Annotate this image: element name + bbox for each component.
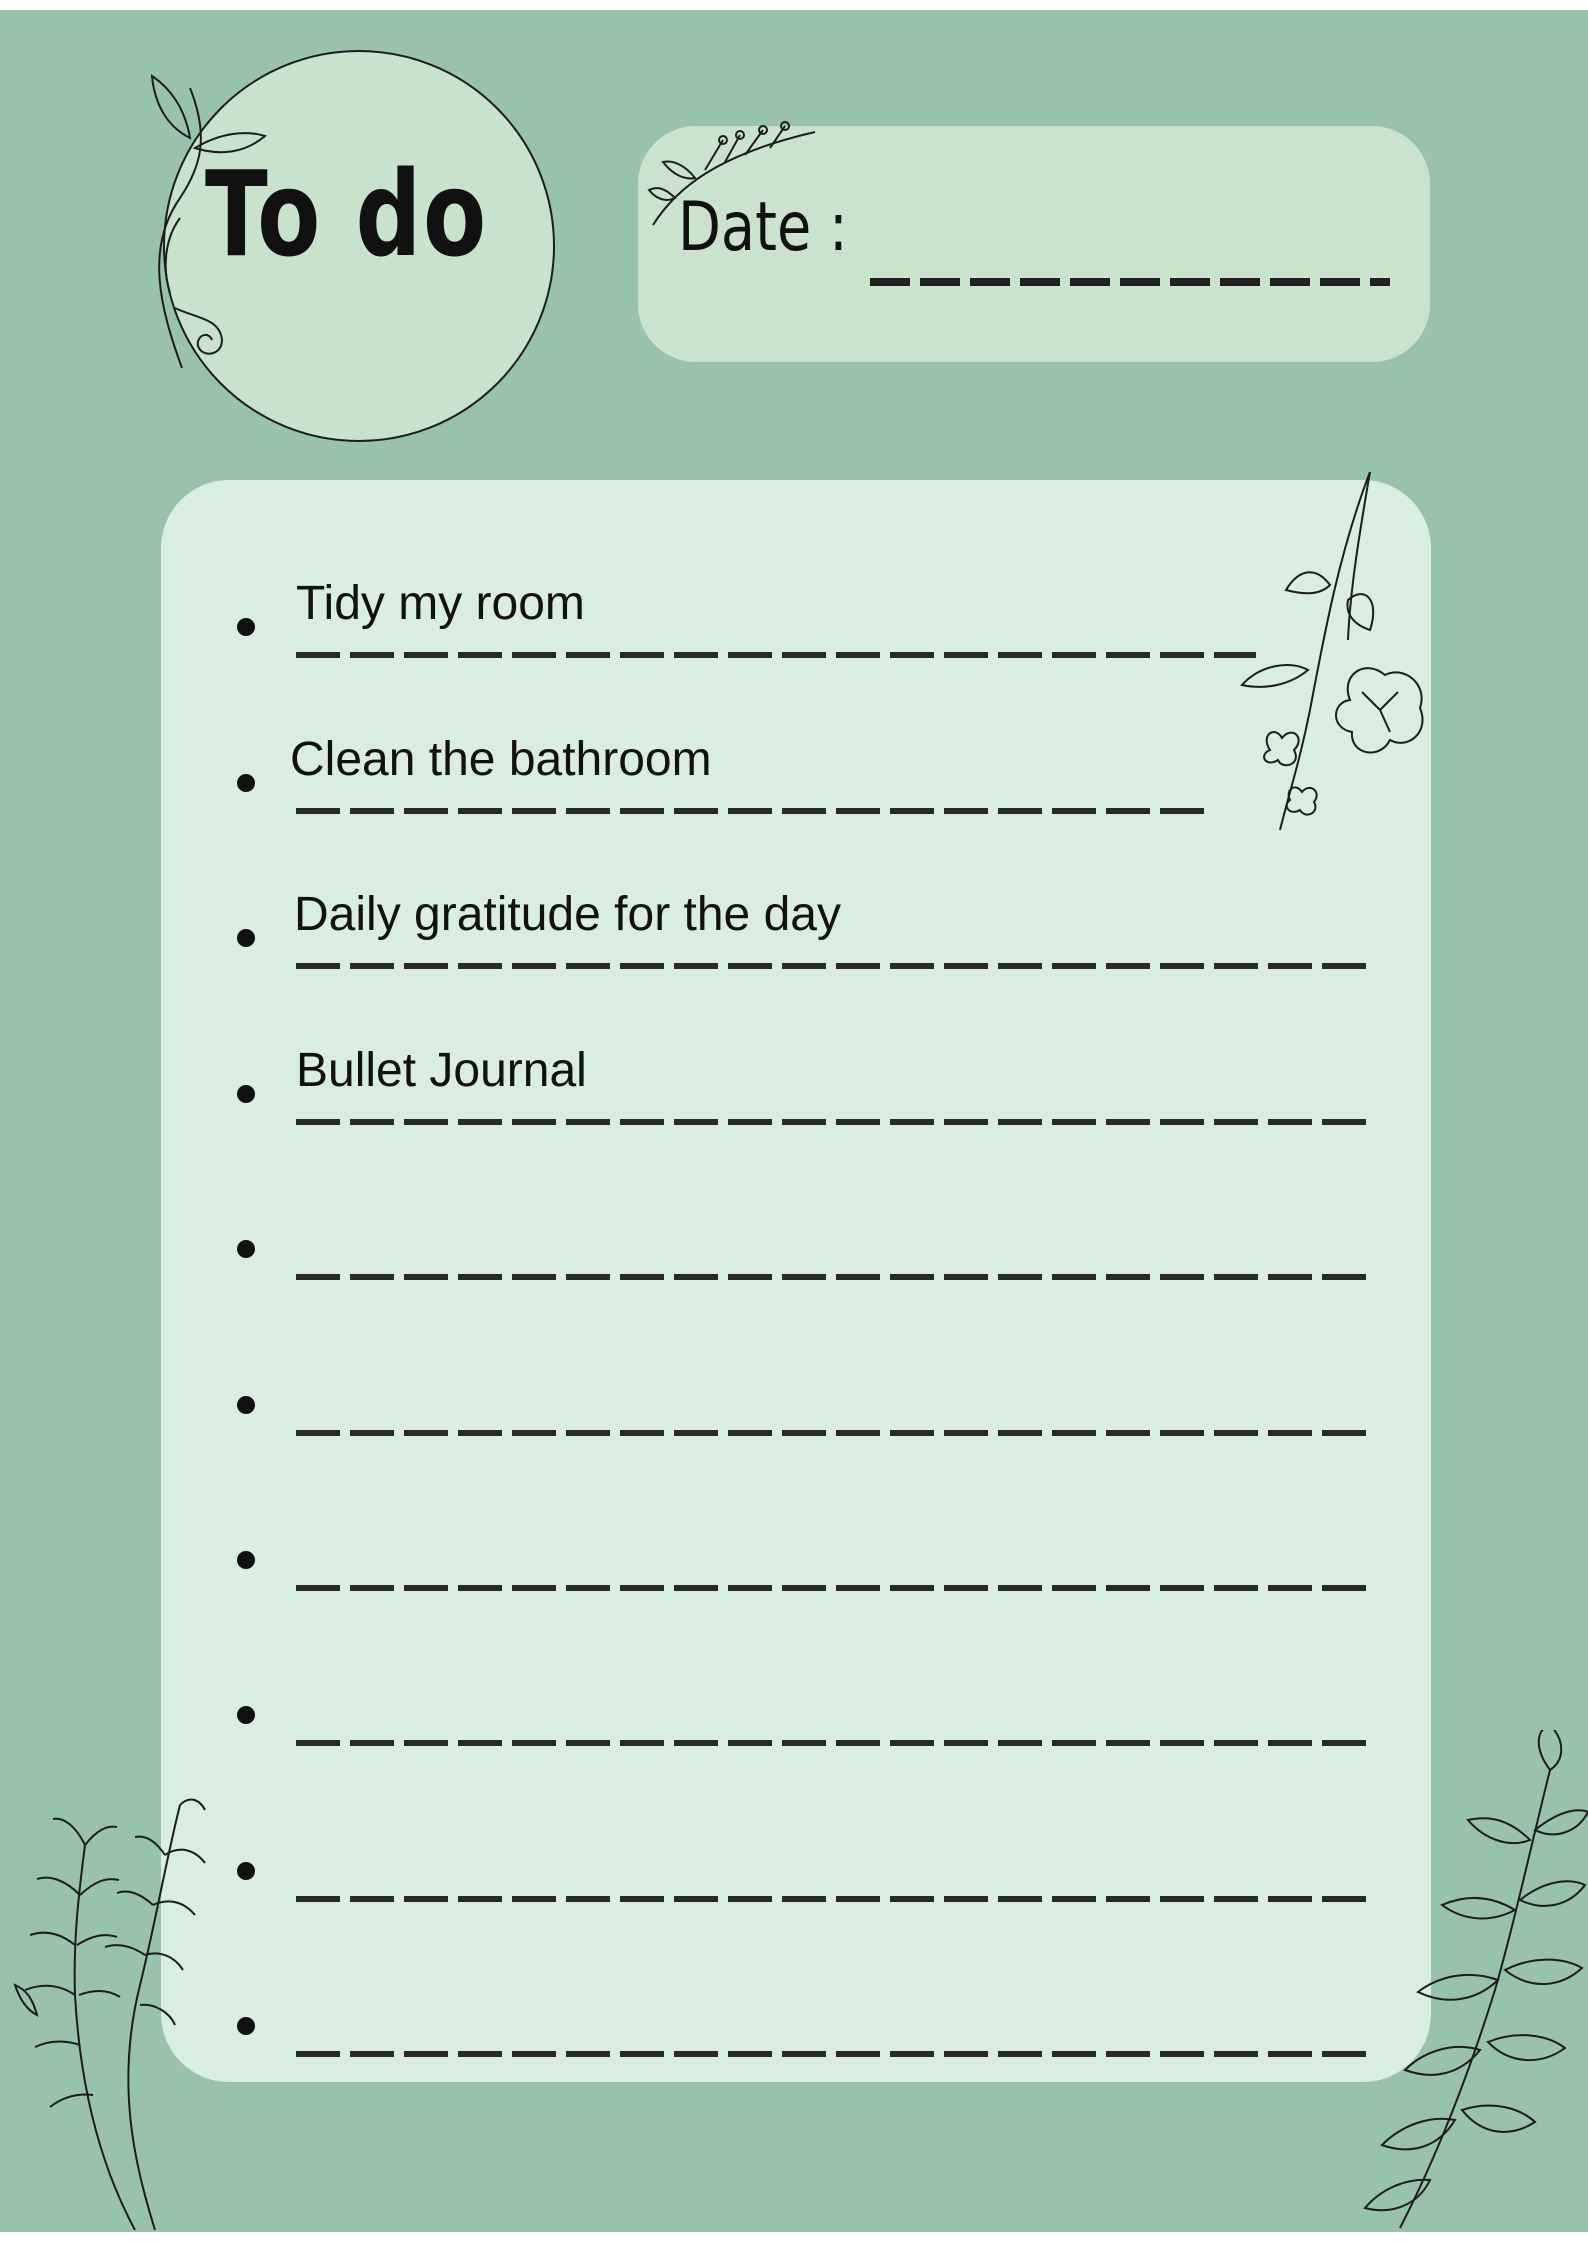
- item-text: Clean the bathroom: [290, 733, 712, 786]
- bullet-icon: [237, 2017, 255, 2035]
- list-item[interactable]: [161, 1967, 1431, 2067]
- page-title: To do: [205, 145, 488, 283]
- bullet-icon: [237, 774, 255, 792]
- item-text: Daily gratitude for the day: [294, 888, 841, 941]
- list-item[interactable]: [161, 879, 1431, 979]
- item-line: [296, 1119, 1366, 1125]
- leafy-branch-icon: [1320, 1730, 1588, 2230]
- item-line: [296, 2051, 1366, 2057]
- list-item[interactable]: [161, 1656, 1431, 1756]
- list-item[interactable]: [161, 1035, 1431, 1135]
- list-item[interactable]: [161, 1346, 1431, 1446]
- flower-stem-icon: [1230, 470, 1430, 850]
- todo-page: [0, 10, 1588, 2232]
- bullet-icon: [237, 618, 255, 636]
- bullet-icon: [237, 1396, 255, 1414]
- item-line: [296, 652, 1256, 658]
- item-text: Bullet Journal: [296, 1044, 587, 1097]
- list-item[interactable]: [161, 1501, 1431, 1601]
- date-input-line[interactable]: [870, 278, 1390, 286]
- item-line: [296, 1430, 1366, 1436]
- bullet-icon: [237, 1085, 255, 1103]
- bullet-icon: [237, 1862, 255, 1880]
- item-text: Tidy my room: [296, 577, 585, 630]
- date-label: Date :: [678, 188, 848, 267]
- item-line: [296, 1274, 1366, 1280]
- bullet-icon: [237, 1706, 255, 1724]
- item-line: [296, 1585, 1366, 1591]
- item-line: [296, 1740, 1366, 1746]
- bullet-icon: [237, 1551, 255, 1569]
- fern-branch-icon: [5, 1785, 225, 2235]
- bullet-icon: [237, 1240, 255, 1258]
- bullet-icon: [237, 929, 255, 947]
- list-item[interactable]: [161, 1812, 1431, 1912]
- item-line: [296, 808, 1206, 814]
- list-item[interactable]: [161, 1190, 1431, 1290]
- item-line: [296, 1896, 1366, 1902]
- item-line: [296, 963, 1366, 969]
